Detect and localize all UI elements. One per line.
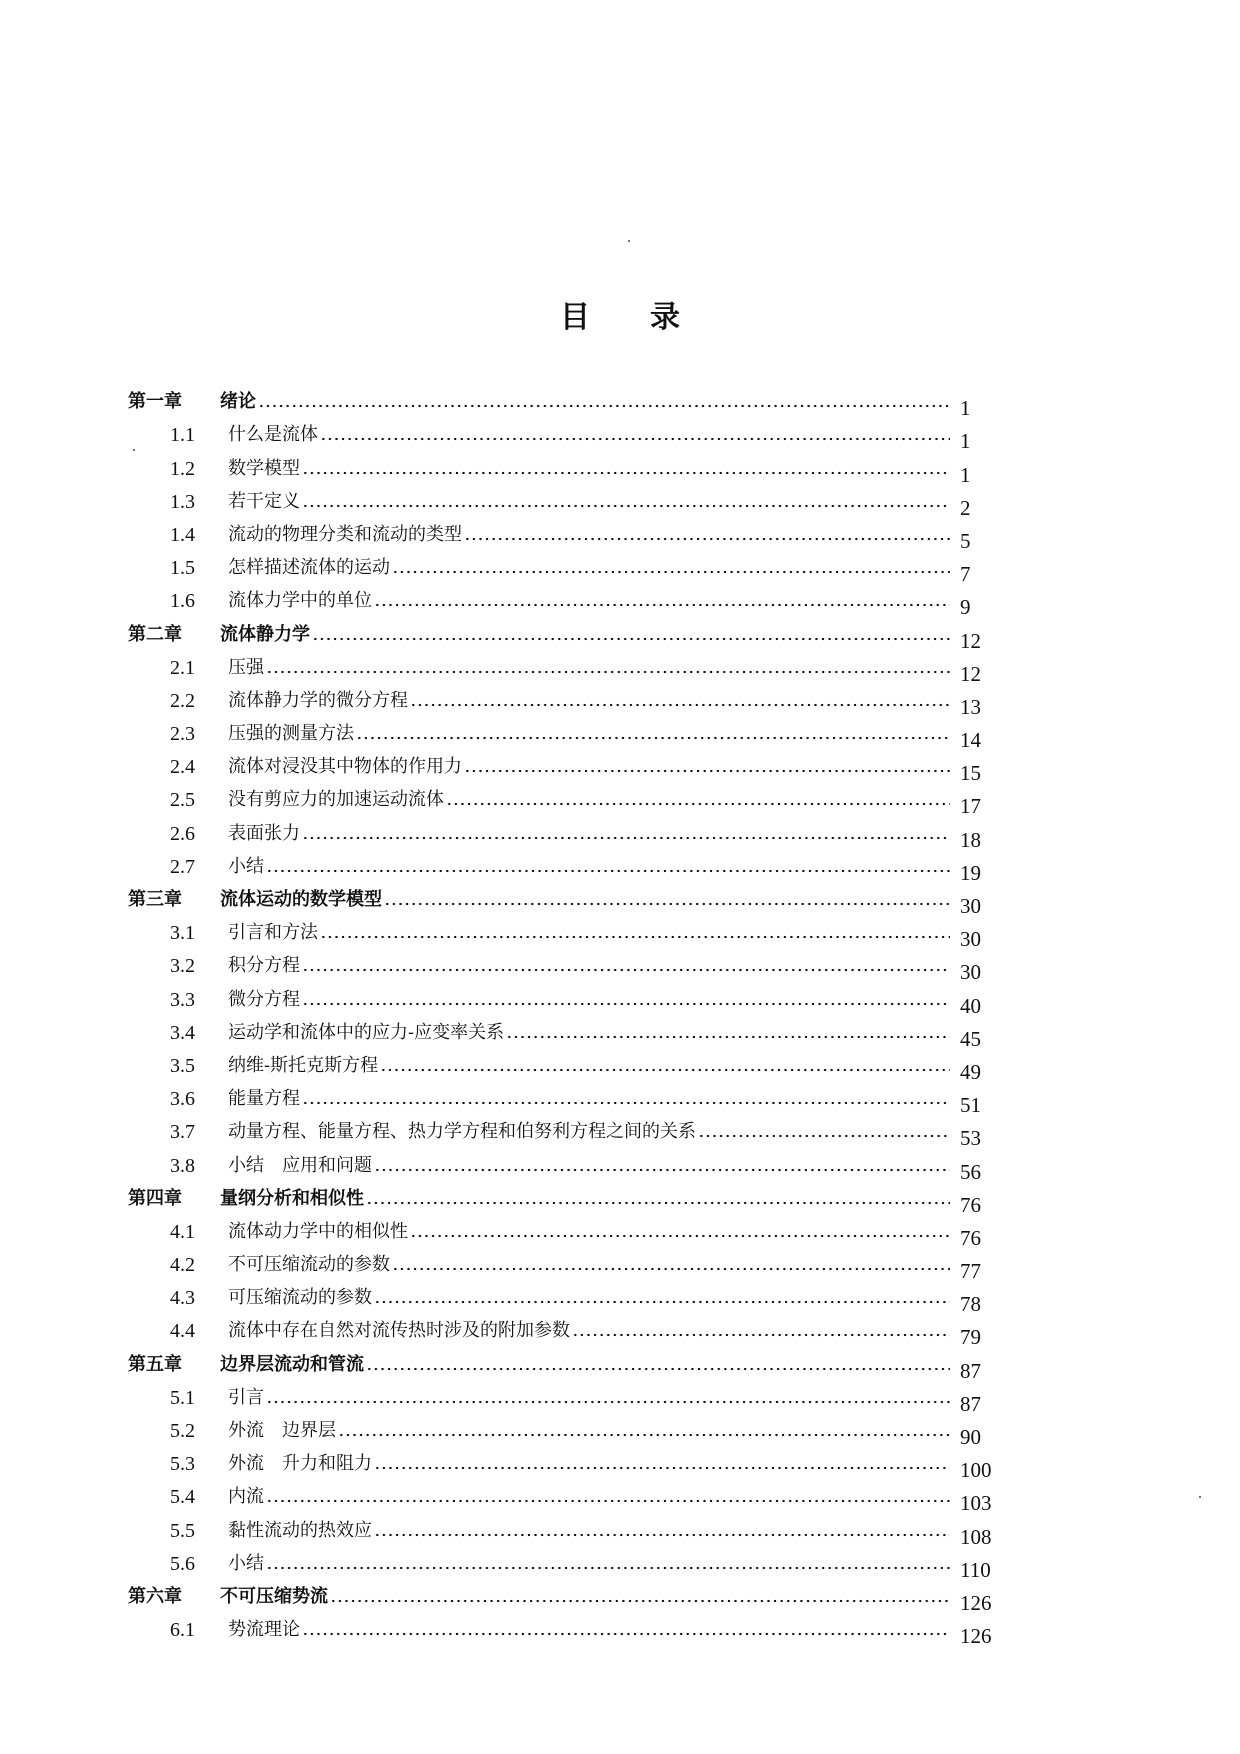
section-title: 可压缩流动的参数 — [228, 1287, 372, 1309]
dot-leader — [330, 1598, 950, 1604]
section-title: 数学模型 — [228, 457, 300, 479]
section-title: 运动学和流体中的应力-应变率关系 — [228, 1021, 505, 1043]
toc-section-entry[interactable] — [128, 977, 996, 1018]
page-number: 13 — [960, 694, 981, 719]
dot-leader — [302, 967, 950, 973]
section-number: 4.4 — [170, 1320, 195, 1343]
dot-leader — [320, 934, 950, 940]
chapter-number: 第三章 — [128, 889, 182, 910]
chapter-number: 第四章 — [128, 1187, 182, 1209]
toc-section-entry[interactable] — [128, 1044, 996, 1084]
page-number: 76 — [960, 1225, 981, 1250]
toc-section-entry[interactable] — [128, 712, 996, 753]
section-number: 6.1 — [170, 1619, 195, 1642]
dot-leader — [410, 1233, 950, 1239]
section-number: 1.3 — [170, 490, 195, 513]
section-number: 2.6 — [170, 822, 195, 845]
dot-leader — [464, 536, 950, 542]
toc-chapter-entry[interactable] — [128, 1342, 996, 1383]
page-number: 30 — [960, 894, 981, 918]
section-title: 势流理论 — [228, 1619, 300, 1641]
page-number: 53 — [960, 1126, 981, 1151]
page-number: 49 — [960, 1059, 981, 1084]
toc-section-entry[interactable] — [128, 546, 996, 587]
page-number: 87 — [960, 1391, 981, 1416]
section-title: 流体力学中的单位 — [228, 590, 372, 612]
title-char-2: 录 — [650, 300, 680, 335]
section-title: 黏性流动的热效应 — [228, 1519, 372, 1541]
toc-section-entry[interactable] — [128, 1243, 996, 1284]
chapter-title: 不可压缩势流 — [220, 1585, 328, 1607]
section-title: 微分方程 — [228, 988, 300, 1010]
dot-leader — [380, 1067, 950, 1073]
toc-section-entry[interactable] — [128, 480, 996, 520]
dot-leader — [410, 702, 950, 708]
dot-leader — [374, 1167, 950, 1173]
dot-leader — [266, 1498, 950, 1504]
section-title: 纳维-斯托克斯方程 — [228, 1054, 379, 1076]
section-number: 4.3 — [170, 1287, 195, 1310]
section-number: 3.4 — [170, 1021, 195, 1044]
page-number: 108 — [960, 1524, 992, 1549]
page-number: 12 — [960, 628, 981, 653]
section-title: 怎样描述流体的运动 — [228, 557, 390, 579]
toc-section-entry[interactable] — [128, 811, 996, 852]
dot-leader — [374, 1532, 950, 1538]
toc-section-entry[interactable] — [128, 1276, 996, 1317]
dot-leader — [320, 436, 950, 442]
page-number: 76 — [960, 1192, 981, 1217]
toc-section-entry[interactable] — [128, 1011, 996, 1051]
page-number: 7 — [960, 562, 971, 587]
page-number: 19 — [960, 860, 981, 885]
chapter-title: 流体运动的数学模型 — [220, 889, 382, 910]
toc-section-entry[interactable] — [128, 579, 996, 620]
section-title: 流体动力学中的相似性 — [228, 1220, 408, 1242]
dot-leader — [356, 735, 950, 741]
toc-section-entry[interactable] — [128, 646, 996, 686]
page-number: 103 — [960, 1491, 992, 1516]
page-number: 5 — [960, 528, 971, 553]
toc-section-entry[interactable] — [128, 446, 996, 487]
section-title: 小结 应用和问题 — [228, 1154, 372, 1176]
section-title: 动量方程、能量方程、热力学方程和伯努利方程之间的关系 — [228, 1121, 696, 1143]
section-number: 3.3 — [170, 988, 195, 1011]
section-number: 5.4 — [170, 1486, 195, 1509]
page-number: 78 — [960, 1292, 981, 1317]
section-title: 小结 — [228, 855, 264, 877]
section-title: 表面张力 — [228, 822, 300, 844]
chapter-number: 第一章 — [128, 391, 182, 413]
toc-section-entry[interactable] — [128, 1376, 996, 1416]
toc-section-entry[interactable] — [128, 845, 996, 885]
toc-section-entry[interactable] — [128, 778, 996, 819]
dot-leader — [312, 636, 950, 642]
toc-chapter-entry[interactable] — [128, 878, 996, 918]
section-title: 流动的物理分类和流动的类型 — [228, 523, 462, 545]
section-title: 不可压缩流动的参数 — [228, 1254, 390, 1276]
page-number: 30 — [960, 927, 981, 952]
toc-section-entry[interactable] — [128, 1442, 996, 1483]
toc-section-entry[interactable] — [128, 1309, 996, 1350]
toc-section-entry[interactable] — [128, 1143, 996, 1184]
section-number: 1.6 — [170, 590, 195, 613]
section-title: 外流 边界层 — [228, 1420, 336, 1441]
dot-leader — [374, 1299, 950, 1305]
section-number: 5.1 — [170, 1386, 195, 1409]
toc-chapter-entry[interactable] — [128, 1575, 996, 1615]
page-number: 87 — [960, 1358, 981, 1383]
dot-leader — [302, 835, 950, 841]
section-number: 2.3 — [170, 723, 195, 746]
toc-section-entry[interactable] — [128, 1608, 996, 1649]
page-number: 1 — [960, 396, 971, 421]
dot-leader — [266, 669, 950, 675]
toc-chapter-entry[interactable] — [128, 380, 996, 421]
dot-leader — [258, 403, 950, 409]
section-title: 没有剪应力的加速运动流体 — [228, 789, 444, 811]
section-title: 积分方程 — [228, 955, 300, 977]
dot-leader — [374, 1465, 950, 1471]
section-number: 2.1 — [170, 656, 195, 679]
toc-section-entry[interactable] — [128, 1077, 996, 1118]
chapter-number: 第二章 — [128, 623, 182, 645]
table-of-contents — [128, 380, 996, 1649]
dot-leader — [366, 1200, 950, 1206]
toc-section-entry[interactable] — [128, 745, 996, 786]
page-number: 90 — [960, 1425, 981, 1449]
section-title: 内流 — [228, 1486, 264, 1508]
section-number: 5.5 — [170, 1519, 195, 1542]
section-title: 引言 — [228, 1386, 264, 1408]
page-number: 77 — [960, 1259, 981, 1284]
chapter-title: 量纲分析和相似性 — [220, 1187, 364, 1209]
section-number: 5.2 — [170, 1420, 195, 1442]
section-number: 2.4 — [170, 756, 195, 779]
section-title: 流体中存在自然对流传热时涉及的附加参数 — [228, 1320, 570, 1342]
page-number: 126 — [960, 1590, 992, 1615]
scan-speck — [133, 449, 135, 451]
section-title: 压强的测量方法 — [228, 723, 354, 745]
page-title — [0, 292, 1240, 336]
dot-leader — [302, 1001, 950, 1007]
toc-section-entry[interactable] — [128, 413, 996, 454]
toc-section-entry[interactable] — [128, 1508, 996, 1549]
page-number: 2 — [960, 495, 971, 520]
page-number: 110 — [960, 1557, 991, 1582]
dot-leader — [302, 470, 950, 476]
toc-section-entry[interactable] — [128, 679, 996, 719]
section-number: 3.5 — [170, 1054, 195, 1077]
dot-leader — [302, 503, 950, 509]
section-title: 若干定义 — [228, 490, 300, 512]
section-number: 1.5 — [170, 557, 195, 580]
page-number: 14 — [960, 728, 981, 753]
page-number: 1 — [960, 429, 971, 454]
section-title: 引言和方法 — [228, 922, 318, 944]
page-number: 126 — [960, 1624, 992, 1649]
page-number: 18 — [960, 827, 981, 852]
section-number: 1.2 — [170, 457, 195, 480]
dot-leader — [446, 801, 950, 807]
dot-leader — [698, 1133, 950, 1139]
toc-section-entry[interactable] — [128, 1409, 996, 1449]
dot-leader — [266, 1399, 950, 1405]
section-number: 4.1 — [170, 1220, 195, 1243]
title-char-1: 目 — [560, 300, 590, 335]
chapter-number: 第五章 — [128, 1353, 182, 1375]
dot-leader — [366, 1366, 950, 1372]
section-number: 3.6 — [170, 1088, 195, 1111]
chapter-number: 第六章 — [128, 1585, 182, 1607]
dot-leader — [302, 1631, 950, 1637]
chapter-title: 流体静力学 — [220, 623, 310, 645]
page-number: 9 — [960, 595, 971, 620]
toc-section-entry[interactable] — [128, 911, 996, 952]
section-title: 外流 升力和阻力 — [228, 1453, 372, 1475]
toc-chapter-entry[interactable] — [128, 612, 996, 653]
dot-leader — [464, 768, 950, 774]
section-number: 5.3 — [170, 1453, 195, 1476]
section-number: 3.2 — [170, 955, 195, 978]
page-number: 15 — [960, 761, 981, 786]
toc-section-entry[interactable] — [128, 1475, 996, 1516]
page-number: 100 — [960, 1458, 992, 1483]
section-number: 4.2 — [170, 1254, 195, 1277]
section-title: 流体对浸没其中物体的作用力 — [228, 756, 462, 778]
page-number: 79 — [960, 1325, 981, 1350]
dot-leader — [374, 602, 950, 608]
section-number: 3.8 — [170, 1154, 195, 1177]
section-title: 什么是流体 — [228, 424, 318, 446]
section-title: 流体静力学的微分方程 — [228, 689, 408, 711]
page-number: 56 — [960, 1159, 981, 1184]
section-number: 1.1 — [170, 424, 195, 447]
section-title: 小结 — [228, 1552, 264, 1574]
toc-section-entry[interactable] — [128, 1210, 996, 1250]
toc-chapter-entry[interactable] — [128, 1177, 996, 1217]
dot-leader — [392, 1266, 950, 1272]
page-number: 51 — [960, 1093, 981, 1118]
section-number: 3.1 — [170, 922, 195, 945]
section-number: 1.4 — [170, 523, 195, 546]
page-number: 30 — [960, 960, 981, 985]
section-number: 2.2 — [170, 689, 195, 712]
chapter-title: 边界层流动和管流 — [220, 1353, 364, 1375]
section-number: 2.7 — [170, 855, 195, 878]
dot-leader — [266, 1565, 950, 1571]
chapter-title: 绪论 — [220, 391, 256, 413]
page-number: 45 — [960, 1026, 981, 1051]
dot-leader — [384, 901, 950, 907]
dot-leader — [266, 868, 950, 874]
dot-leader — [506, 1034, 950, 1040]
dot-leader — [302, 1100, 950, 1106]
toc-section-entry[interactable] — [128, 513, 996, 553]
toc-section-entry[interactable] — [128, 1110, 996, 1151]
dot-leader — [572, 1332, 950, 1338]
page-number: 17 — [960, 794, 981, 819]
dot-leader — [392, 569, 950, 575]
section-number: 5.6 — [170, 1552, 195, 1575]
section-title: 压强 — [228, 656, 264, 678]
page-number: 40 — [960, 993, 981, 1018]
toc-section-entry[interactable] — [128, 944, 996, 985]
dot-leader — [338, 1432, 950, 1438]
scan-speck — [1199, 1496, 1201, 1498]
page-number: 1 — [960, 462, 971, 487]
section-number: 3.7 — [170, 1121, 195, 1144]
page-number: 12 — [960, 661, 981, 686]
toc-section-entry[interactable] — [128, 1542, 996, 1582]
scan-speck — [628, 240, 630, 242]
section-title: 能量方程 — [228, 1088, 300, 1110]
section-number: 2.5 — [170, 789, 195, 812]
